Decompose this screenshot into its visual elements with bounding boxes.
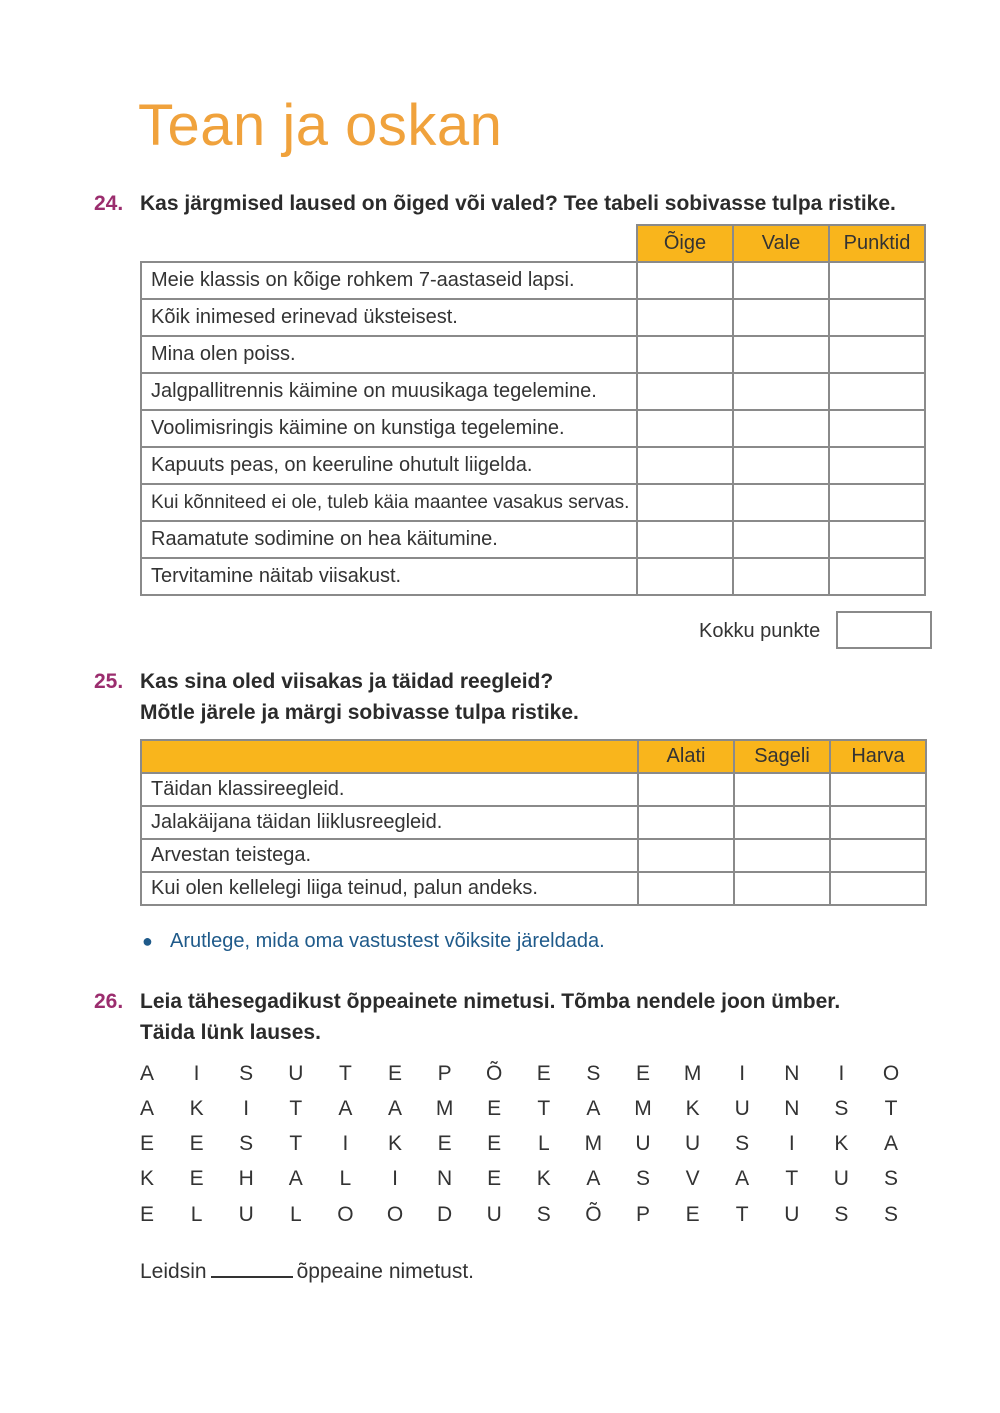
answer-wrong-cell[interactable] <box>733 558 829 595</box>
statement-cell: Mina olen poiss. <box>141 336 637 373</box>
letter-cell[interactable]: A <box>586 1167 601 1190</box>
always-cell[interactable] <box>638 872 734 905</box>
letter-cell[interactable]: A <box>338 1097 353 1120</box>
letter-cell[interactable]: A <box>139 1062 154 1085</box>
answer-wrong-cell[interactable] <box>733 336 829 373</box>
letter-cell[interactable]: S <box>536 1203 551 1226</box>
letter-cell[interactable]: D <box>437 1203 453 1226</box>
letter-cell[interactable]: K <box>139 1167 154 1190</box>
bullet-icon: ● <box>142 931 153 951</box>
answer-correct-cell[interactable] <box>637 410 733 447</box>
letter-cell[interactable]: M <box>584 1132 603 1155</box>
task-26-instruction <box>94 986 840 1048</box>
points-cell[interactable] <box>829 336 925 373</box>
letter-cell[interactable]: L <box>190 1203 203 1226</box>
fill-text-after: õppeaine nimetust. <box>296 1260 475 1283</box>
statement-cell: Täidan klassireegleid. <box>141 773 638 806</box>
letter-cell[interactable]: S <box>239 1062 254 1085</box>
letter-cell[interactable]: M <box>683 1062 702 1085</box>
letter-cell[interactable]: U <box>238 1203 254 1226</box>
letter-cell[interactable]: A <box>387 1097 402 1120</box>
answer-wrong-cell[interactable] <box>733 262 829 299</box>
header-blank <box>141 740 638 773</box>
rarely-cell[interactable] <box>830 872 926 905</box>
always-cell[interactable] <box>638 773 734 806</box>
letter-cell[interactable]: S <box>586 1062 601 1085</box>
task-number: 24. <box>94 192 124 215</box>
letter-cell[interactable]: S <box>735 1132 750 1155</box>
letter-cell[interactable]: E <box>139 1203 154 1226</box>
letter-cell[interactable]: T <box>289 1097 303 1120</box>
letter-cell[interactable]: P <box>635 1203 650 1226</box>
statement-cell: Jalakäijana täidan liiklusreegleid. <box>141 806 638 839</box>
letter-row <box>140 1062 910 1098</box>
letter-cell[interactable]: T <box>537 1097 551 1120</box>
politeness-table <box>140 739 927 906</box>
letter-cell[interactable]: M <box>435 1097 454 1120</box>
letter-cell[interactable]: S <box>834 1203 849 1226</box>
letter-cell[interactable]: O <box>882 1062 900 1085</box>
letter-cell[interactable]: E <box>189 1167 204 1190</box>
fill-blank[interactable] <box>211 1260 293 1278</box>
statement-cell: Voolimisringis käimine on kunstiga tegelemine. <box>141 410 637 447</box>
letter-cell[interactable]: U <box>486 1203 502 1226</box>
table-row <box>141 558 925 595</box>
letter-cell[interactable]: K <box>536 1167 551 1190</box>
letter-cell[interactable]: S <box>635 1167 650 1190</box>
table-row <box>141 773 926 806</box>
letter-cell[interactable]: U <box>833 1167 849 1190</box>
table-row <box>141 447 925 484</box>
letter-cell[interactable]: U <box>734 1097 750 1120</box>
statement-cell: Meie klassis on kõige rohkem 7-aastaseid lapsi. <box>141 262 637 299</box>
table-row <box>141 839 926 872</box>
often-cell[interactable] <box>734 839 830 872</box>
letter-cell[interactable]: N <box>784 1097 800 1120</box>
letter-cell[interactable]: S <box>239 1132 254 1155</box>
letter-cell[interactable]: O <box>386 1203 404 1226</box>
letter-cell[interactable]: E <box>437 1132 452 1155</box>
always-cell[interactable] <box>638 806 734 839</box>
letter-cell[interactable]: M <box>634 1097 652 1120</box>
answer-wrong-cell[interactable] <box>733 410 829 447</box>
letter-row <box>140 1203 910 1239</box>
letter-cell[interactable]: E <box>635 1062 650 1085</box>
letter-cell[interactable]: S <box>883 1167 898 1190</box>
often-cell[interactable] <box>734 806 830 839</box>
letter-cell[interactable]: T <box>884 1097 898 1120</box>
header-correct: Õige <box>637 225 733 262</box>
letter-cell[interactable]: P <box>437 1062 452 1085</box>
answer-correct-cell[interactable] <box>637 484 733 521</box>
letter-cell[interactable]: E <box>139 1132 154 1155</box>
often-cell[interactable] <box>734 773 830 806</box>
letter-cell[interactable]: N <box>784 1062 800 1085</box>
often-cell[interactable] <box>734 872 830 905</box>
letter-cell[interactable]: I <box>243 1097 250 1120</box>
task-text-line2: Mõtle järele ja märgi sobivasse tulpa ristike. <box>140 701 579 724</box>
letter-cell[interactable]: U <box>635 1132 651 1155</box>
table-row <box>141 484 925 521</box>
answer-correct-cell[interactable] <box>637 447 733 484</box>
statement-cell: Arvestan teistega. <box>141 839 638 872</box>
points-cell[interactable] <box>829 447 925 484</box>
statement-cell: Raamatute sodimine on hea käitumine. <box>141 521 637 558</box>
task-text-line1: Kas sina oled viisakas ja täidad reegleid? <box>140 670 554 693</box>
task-24-instruction <box>94 188 896 219</box>
letter-cell[interactable]: U <box>685 1132 701 1155</box>
answer-correct-cell[interactable] <box>637 299 733 336</box>
letter-cell[interactable]: I <box>838 1062 845 1085</box>
answer-correct-cell[interactable] <box>637 373 733 410</box>
letter-cell[interactable]: S <box>834 1097 849 1120</box>
letter-cell[interactable]: U <box>784 1203 800 1226</box>
letter-cell[interactable]: E <box>487 1132 502 1155</box>
letter-cell[interactable]: K <box>834 1132 849 1155</box>
task-number: 25. <box>94 670 124 693</box>
table-row <box>141 410 925 447</box>
letter-cell[interactable]: I <box>193 1062 200 1085</box>
statement-cell: Kapuuts peas, on keeruline ohutult liigelda. <box>141 447 637 484</box>
points-cell[interactable] <box>829 299 925 336</box>
answer-correct-cell[interactable] <box>637 521 733 558</box>
letter-cell[interactable]: T <box>785 1167 799 1190</box>
letter-cell[interactable]: E <box>487 1167 502 1190</box>
table-row <box>141 262 925 299</box>
letter-cell[interactable]: E <box>685 1203 700 1226</box>
letter-cell[interactable]: I <box>342 1132 349 1155</box>
answer-correct-cell[interactable] <box>637 336 733 373</box>
table-row <box>141 521 925 558</box>
letter-cell[interactable]: V <box>685 1167 700 1190</box>
task-text-line2: Täida lünk lauses. <box>140 1021 321 1044</box>
letter-cell[interactable]: S <box>883 1203 898 1226</box>
points-cell[interactable] <box>829 262 925 299</box>
statement-cell: Jalgpallitrennis käimine on muusikaga tegelemine. <box>141 373 637 410</box>
task-text-line1: Leia tähesegadikust õppeainete nimetusi. Tõmba nendele joon ümber. <box>140 990 841 1013</box>
header-always: Alati <box>638 740 734 773</box>
rarely-cell[interactable] <box>830 806 926 839</box>
task-text: Kas järgmised laused on õiged või valed? Tee tabeli sobivasse tulpa ristike. <box>140 192 896 215</box>
task-25-instruction <box>94 666 579 728</box>
table-row <box>141 373 925 410</box>
fill-in-sentence <box>140 1260 474 1284</box>
letter-cell[interactable]: A <box>139 1097 154 1120</box>
letter-cell[interactable]: U <box>288 1062 304 1085</box>
points-cell[interactable] <box>829 558 925 595</box>
table-row <box>141 806 926 839</box>
answer-wrong-cell[interactable] <box>733 521 829 558</box>
letter-cell[interactable]: O <box>337 1203 354 1226</box>
letter-cell[interactable]: A <box>288 1167 303 1190</box>
letter-cell[interactable]: Õ <box>486 1062 503 1085</box>
bullet-text: Arutlege, mida oma vastustest võiksite järeldada. <box>170 930 605 952</box>
always-cell[interactable] <box>638 839 734 872</box>
header-often: Sageli <box>734 740 830 773</box>
table-row <box>141 299 925 336</box>
header-rarely: Harva <box>830 740 926 773</box>
letter-cell[interactable]: L <box>537 1132 550 1155</box>
letter-cell[interactable]: A <box>735 1167 750 1190</box>
letter-cell[interactable]: T <box>735 1203 749 1226</box>
answer-wrong-cell[interactable] <box>733 447 829 484</box>
answer-correct-cell[interactable] <box>637 262 733 299</box>
header-wrong: Vale <box>733 225 829 262</box>
letter-cell[interactable]: T <box>289 1132 303 1155</box>
letter-cell[interactable]: I <box>739 1062 746 1085</box>
header-points: Punktid <box>829 225 925 262</box>
letter-cell[interactable]: T <box>338 1062 352 1085</box>
letter-cell[interactable]: E <box>536 1062 551 1085</box>
letter-cell[interactable]: K <box>387 1132 402 1155</box>
table-row <box>141 336 925 373</box>
task-number: 26. <box>94 990 124 1013</box>
letter-row <box>140 1132 910 1168</box>
total-points-box[interactable] <box>836 611 932 649</box>
rarely-cell[interactable] <box>830 839 926 872</box>
statement-cell: Tervitamine näitab viisakust. <box>141 558 637 595</box>
letter-cell[interactable]: Õ <box>585 1203 602 1226</box>
letter-row <box>140 1097 910 1133</box>
answer-wrong-cell[interactable] <box>733 373 829 410</box>
points-cell[interactable] <box>829 484 925 521</box>
letter-cell[interactable]: H <box>238 1167 254 1190</box>
letter-cell[interactable]: K <box>189 1097 204 1120</box>
points-cell[interactable] <box>829 521 925 558</box>
letter-cell[interactable]: E <box>189 1132 204 1155</box>
letter-cell[interactable]: L <box>289 1203 302 1226</box>
true-false-table <box>140 224 926 596</box>
letter-cell[interactable]: A <box>883 1132 898 1155</box>
statement-cell: Kui kõnniteed ei ole, tuleb käia maantee vasakus servas. <box>141 484 637 521</box>
letter-cell[interactable]: E <box>487 1097 502 1120</box>
page-title: Tean ja oskan <box>138 93 503 158</box>
letter-cell[interactable]: L <box>339 1167 352 1190</box>
fill-text-before: Leidsin <box>140 1260 207 1283</box>
letter-row <box>140 1167 910 1203</box>
letter-cell[interactable]: N <box>437 1167 453 1190</box>
discussion-bullet <box>142 930 605 953</box>
rarely-cell[interactable] <box>830 773 926 806</box>
statement-cell: Kõik inimesed erinevad üksteisest. <box>141 299 637 336</box>
letter-cell[interactable]: K <box>685 1097 700 1120</box>
total-points-label: Kokku punkte <box>699 620 821 642</box>
letter-cell[interactable]: E <box>387 1062 402 1085</box>
answer-correct-cell[interactable] <box>637 558 733 595</box>
statement-cell: Kui olen kellelegi liiga teinud, palun andeks. <box>141 872 638 905</box>
points-cell[interactable] <box>829 410 925 447</box>
answer-wrong-cell[interactable] <box>733 484 829 521</box>
table-row <box>141 872 926 905</box>
letter-cell[interactable]: A <box>586 1097 601 1120</box>
letter-cell[interactable]: I <box>392 1167 398 1190</box>
points-cell[interactable] <box>829 373 925 410</box>
letter-cell[interactable]: I <box>788 1132 795 1155</box>
answer-wrong-cell[interactable] <box>733 299 829 336</box>
